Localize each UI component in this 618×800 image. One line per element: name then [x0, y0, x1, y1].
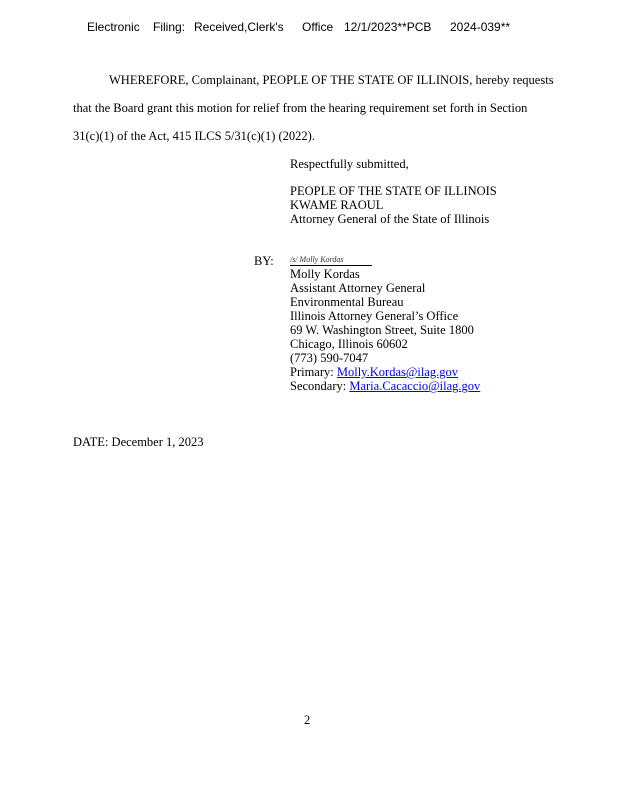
- signer-title: Assistant Attorney General: [290, 281, 426, 295]
- stamp-date-pcb: 12/1/2023**PCB: [344, 20, 432, 34]
- stamp-filing: Filing:: [153, 20, 186, 34]
- signer-phone: (773) 590-7047: [290, 351, 369, 365]
- stamp-case-number: 2024-039**: [450, 20, 511, 34]
- body-line-3: 31(c)(1) of the Act, 415 ILCS 5/31(c)(1) (2022).: [73, 129, 315, 143]
- secondary-email-line: [290, 379, 480, 393]
- party-name: PEOPLE OF THE STATE OF ILLINOIS: [290, 184, 497, 198]
- primary-email-link[interactable]: Molly.Kordas@ilag.gov: [336, 365, 458, 379]
- respectfully-submitted: Respectfully submitted,: [290, 157, 409, 171]
- signer-city: Chicago, Illinois 60602: [290, 337, 408, 351]
- primary-email-line: [290, 365, 458, 379]
- by-label: BY:: [254, 254, 274, 268]
- date-line: DATE: December 1, 2023: [73, 435, 204, 449]
- signature-line: [290, 253, 372, 266]
- body-line-1: WHEREFORE, Complainant, PEOPLE OF THE STATE OF ILLINOIS, hereby requests: [109, 73, 554, 87]
- attorney-general-name: KWAME RAOUL: [290, 198, 384, 212]
- attorney-general-title: Attorney General of the State of Illinois: [290, 212, 490, 226]
- signer-name: Molly Kordas: [290, 267, 360, 281]
- secondary-label: Secondary:: [290, 379, 347, 393]
- signature: /s/ Molly Kordas: [290, 255, 344, 264]
- stamp-electronic: Electronic: [87, 20, 140, 34]
- signer-address: 69 W. Washington Street, Suite 1800: [290, 323, 474, 337]
- signer-office: Illinois Attorney General’s Office: [290, 309, 459, 323]
- secondary-email-link[interactable]: Maria.Cacaccio@ilag.gov: [349, 379, 481, 393]
- stamp-office: Office: [302, 20, 334, 34]
- body-line-2: that the Board grant this motion for relief from the hearing requirement set forth in Section: [73, 101, 528, 115]
- page-number: 2: [304, 713, 311, 727]
- stamp-received: Received,Clerk's: [194, 20, 284, 34]
- signer-bureau: Environmental Bureau: [290, 295, 404, 309]
- primary-label: Primary:: [290, 365, 334, 379]
